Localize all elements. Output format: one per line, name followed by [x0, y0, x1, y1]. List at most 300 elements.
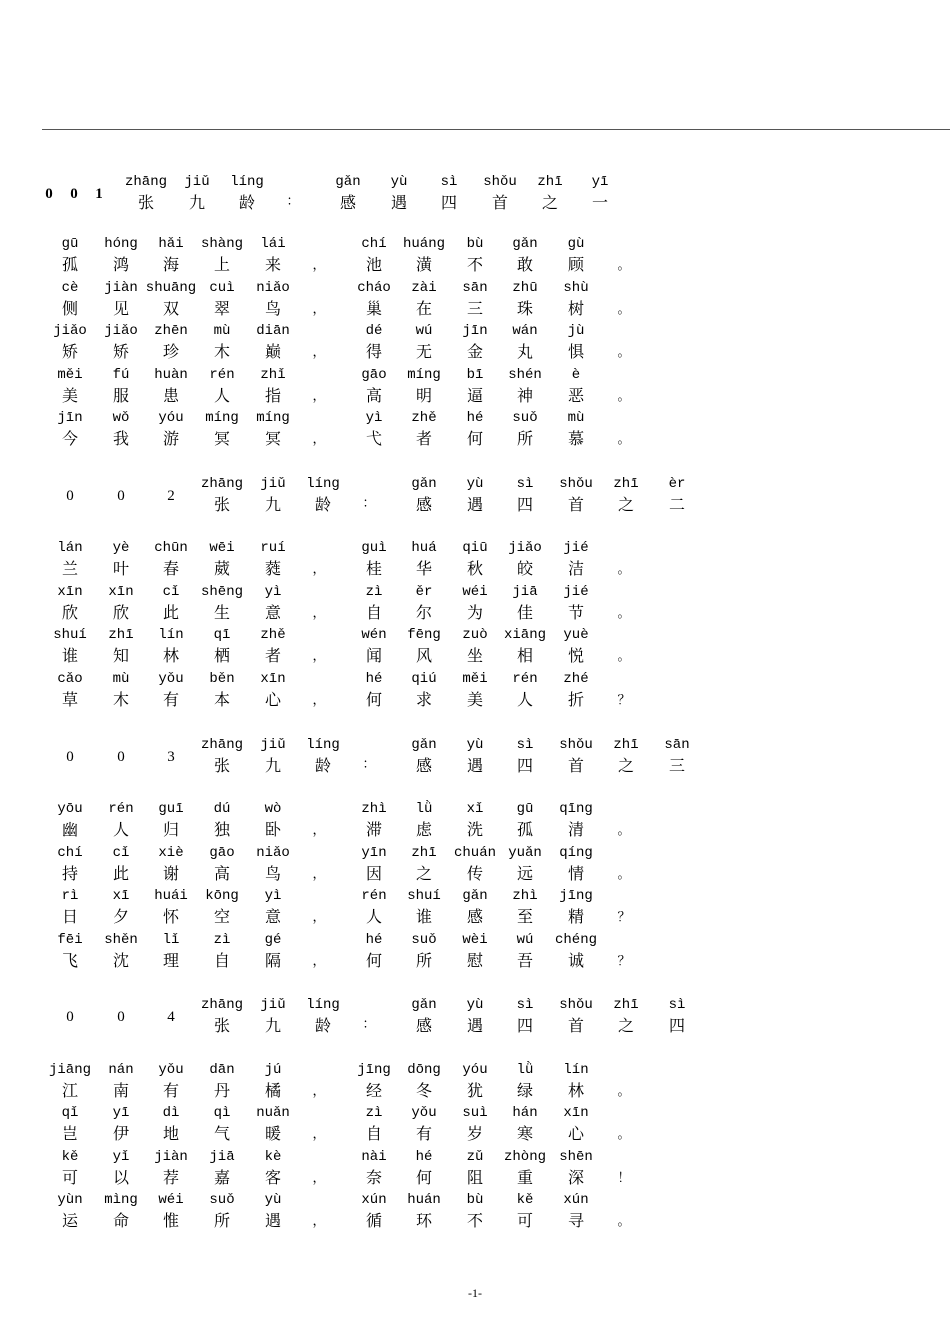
verse-pinyin: shuí — [407, 888, 441, 904]
verse-pinyin: cǐ — [112, 845, 130, 861]
verse-end-mark: 。 — [617, 345, 631, 360]
verse-character: 卧 — [264, 820, 282, 839]
page-number: -1- — [468, 1286, 482, 1300]
verse-end-mark: 。 — [617, 823, 631, 838]
title-pinyin: líng — [306, 476, 340, 492]
verse-pinyin: cuì — [209, 280, 235, 296]
verse-comma: ， — [312, 1214, 326, 1229]
verse-character: 人 — [213, 386, 231, 405]
verse-pinyin: shù — [563, 280, 589, 296]
verse-pinyin: zhū — [512, 280, 538, 296]
title-pinyin: shǒu — [559, 997, 593, 1013]
verse-pinyin: chí — [57, 845, 83, 861]
verse-character: 隔 — [264, 951, 282, 970]
verse-pinyin: qiú — [411, 671, 437, 687]
title-pinyin: sān — [664, 737, 690, 753]
title-character: 遇 — [466, 1016, 484, 1035]
verse-character: 夕 — [112, 907, 130, 926]
verse-pinyin: yǒu — [158, 671, 184, 687]
verse-character: 鸟 — [264, 299, 282, 318]
verse-character: 南 — [112, 1081, 130, 1100]
verse-character: 江 — [61, 1081, 79, 1100]
verse-pinyin: cè — [61, 280, 79, 296]
verse-character: 感 — [466, 907, 484, 926]
title-pinyin: zhāng — [200, 476, 244, 492]
verse-end-mark: 。 — [617, 432, 631, 447]
verse-character: 可 — [516, 1211, 534, 1230]
title-character: 首 — [567, 756, 585, 775]
verse-character: 栖 — [213, 646, 231, 665]
verse-character: 孤 — [516, 820, 534, 839]
verse-character: 林 — [162, 646, 180, 665]
verse-character: 有 — [162, 690, 180, 709]
verse-pinyin: jiǎo — [53, 323, 87, 339]
verse-character: 相 — [516, 646, 534, 665]
verse-comma: ， — [312, 649, 326, 664]
verse-character: 此 — [162, 603, 180, 622]
verse-pinyin: yùn — [57, 1192, 83, 1208]
verse-character: 高 — [365, 386, 383, 405]
verse-pinyin: rén — [361, 888, 387, 904]
title-character: 九 — [264, 495, 282, 514]
verse-pinyin: huá — [411, 540, 437, 556]
verse-character: 不 — [466, 255, 484, 274]
verse-character: 荐 — [162, 1168, 180, 1187]
title-pinyin: líng — [306, 997, 340, 1013]
title-pinyin: zhāng — [124, 174, 168, 190]
verse-character: 谁 — [415, 907, 433, 926]
verse-character: 木 — [112, 690, 130, 709]
verse-pinyin: wéi — [462, 584, 488, 600]
verse-character: 至 — [516, 907, 534, 926]
title-pinyin: jiǔ — [260, 997, 286, 1013]
verse-pinyin: niǎo — [256, 280, 290, 296]
verse-pinyin: yóu — [158, 410, 184, 426]
verse-character: 之 — [415, 864, 433, 883]
verse-character: 绿 — [516, 1081, 534, 1100]
verse-character: 逼 — [466, 386, 484, 405]
verse-pinyin: xīn — [563, 1105, 589, 1121]
verse-pinyin: měi — [462, 671, 488, 687]
verse-character: 者 — [415, 429, 433, 448]
verse-pinyin: zhòng — [503, 1149, 547, 1165]
title-pinyin: sì — [516, 737, 534, 753]
verse-pinyin: hé — [365, 932, 383, 948]
verse-character: 嘉 — [213, 1168, 231, 1187]
verse-character: 丸 — [516, 342, 534, 361]
title-colon: ： — [362, 496, 376, 511]
verse-pinyin: yì — [365, 410, 383, 426]
poem-number-digit: 0 — [66, 488, 74, 504]
title-pinyin: gǎn — [335, 174, 361, 190]
verse-pinyin: chūn — [154, 540, 188, 556]
verse-pinyin: lǜ — [516, 1062, 534, 1078]
verse-pinyin: rì — [61, 888, 79, 904]
verse-pinyin: měi — [57, 367, 83, 383]
verse-character: 见 — [112, 299, 130, 318]
verse-character: 精 — [567, 907, 585, 926]
verse-character: 虑 — [415, 820, 433, 839]
title-pinyin: zhāng — [200, 997, 244, 1013]
verse-character: 因 — [365, 864, 383, 883]
verse-pinyin: xún — [563, 1192, 589, 1208]
verse-character: 人 — [365, 907, 383, 926]
verse-character: 所 — [516, 429, 534, 448]
verse-pinyin: lín — [563, 1062, 589, 1078]
verse-pinyin: guì — [361, 540, 387, 556]
verse-character: 木 — [213, 342, 231, 361]
verse-pinyin: wú — [415, 323, 433, 339]
verse-character: 自 — [365, 603, 383, 622]
verse-pinyin: gū — [516, 801, 534, 817]
verse-end-mark: ？ — [617, 693, 631, 708]
title-character: 四 — [516, 1016, 534, 1035]
verse-character: 所 — [415, 951, 433, 970]
verse-character: 林 — [567, 1081, 585, 1100]
verse-character: 鸟 — [264, 864, 282, 883]
poem-number-digit: 0 — [45, 186, 53, 202]
verse-pinyin: wèi — [462, 932, 488, 948]
verse-pinyin: jú — [264, 1062, 282, 1078]
verse-pinyin: zì — [365, 1105, 383, 1121]
title-character: 感 — [415, 495, 433, 514]
verse-pinyin: běn — [209, 671, 235, 687]
verse-pinyin: zǔ — [466, 1149, 484, 1165]
verse-character: 滞 — [365, 820, 383, 839]
title-pinyin: zhī — [613, 997, 639, 1013]
verse-pinyin: shēng — [200, 584, 244, 600]
verse-pinyin: jiāng — [48, 1062, 92, 1078]
verse-pinyin: huái — [154, 888, 188, 904]
verse-end-mark: 。 — [617, 389, 631, 404]
verse-character: 翠 — [213, 299, 231, 318]
title-pinyin: yù — [466, 737, 484, 753]
verse-pinyin: bī — [466, 367, 484, 383]
verse-character: 惧 — [567, 342, 585, 361]
verse-pinyin: zì — [365, 584, 383, 600]
verse-character: 人 — [112, 820, 130, 839]
title-pinyin: sì — [440, 174, 458, 190]
title-pinyin: líng — [230, 174, 264, 190]
title-character: 九 — [264, 1016, 282, 1035]
verse-pinyin: zì — [213, 932, 231, 948]
verse-end-mark: 。 — [617, 258, 631, 273]
title-character: 张 — [137, 193, 155, 212]
verse-pinyin: wán — [512, 323, 538, 339]
title-pinyin: jiǔ — [260, 737, 286, 753]
title-pinyin: shǒu — [483, 174, 517, 190]
verse-pinyin: jù — [567, 323, 585, 339]
verse-character: 飞 — [61, 951, 79, 970]
verse-pinyin: qīng — [559, 801, 593, 817]
verse-character: 犹 — [466, 1081, 484, 1100]
verse-pinyin: gé — [264, 932, 282, 948]
verse-character: 人 — [516, 690, 534, 709]
verse-character: 清 — [567, 820, 585, 839]
verse-character: 侧 — [61, 299, 79, 318]
verse-character: 情 — [567, 864, 585, 883]
verse-character: 生 — [213, 603, 231, 622]
title-pinyin: zhī — [613, 737, 639, 753]
verse-character: 欣 — [112, 603, 130, 622]
verse-character: 此 — [112, 864, 130, 883]
verse-character: 者 — [264, 646, 282, 665]
verse-pinyin: zhī — [411, 845, 437, 861]
verse-pinyin: qī — [213, 627, 231, 643]
title-pinyin: zhī — [537, 174, 563, 190]
verse-character: 幽 — [61, 820, 79, 839]
verse-character: 寒 — [516, 1124, 534, 1143]
verse-pinyin: qǐ — [61, 1105, 79, 1121]
verse-comma: ， — [312, 345, 326, 360]
title-character: 遇 — [466, 756, 484, 775]
verse-pinyin: qíng — [559, 845, 593, 861]
verse-pinyin: bù — [466, 236, 484, 252]
verse-pinyin: yù — [264, 1192, 282, 1208]
verse-pinyin: gǎn — [512, 236, 538, 252]
poem-number-digit: 0 — [117, 749, 125, 765]
verse-pinyin: lái — [260, 236, 286, 252]
title-character: 四 — [668, 1016, 686, 1035]
verse-character: 本 — [213, 690, 231, 709]
verse-pinyin: huàn — [154, 367, 188, 383]
verse-pinyin: jié — [563, 540, 589, 556]
title-character: 四 — [516, 756, 534, 775]
verse-character: 皎 — [516, 559, 534, 578]
verse-character: 华 — [415, 559, 433, 578]
verse-pinyin: fēng — [407, 627, 441, 643]
verse-pinyin: shēn — [559, 1149, 593, 1165]
verse-end-mark: 。 — [617, 606, 631, 621]
verse-end-mark: 。 — [617, 1084, 631, 1099]
verse-pinyin: kě — [61, 1149, 79, 1165]
verse-character: 巢 — [365, 299, 383, 318]
verse-pinyin: suǒ — [411, 932, 437, 948]
verse-character: 有 — [415, 1124, 433, 1143]
verse-character: 橘 — [264, 1081, 282, 1100]
verse-pinyin: qiū — [462, 540, 488, 556]
title-character: 龄 — [238, 193, 256, 212]
verse-pinyin: zhì — [361, 801, 387, 817]
title-character: 三 — [668, 756, 686, 775]
verse-character: 坐 — [466, 646, 484, 665]
verse-pinyin: jiā — [209, 1149, 235, 1165]
verse-character: 得 — [365, 342, 383, 361]
verse-character: 意 — [264, 907, 282, 926]
verse-pinyin: míng — [205, 410, 239, 426]
verse-character: 无 — [415, 342, 433, 361]
verse-character: 桂 — [365, 559, 383, 578]
verse-character: 佳 — [516, 603, 534, 622]
verse-character: 金 — [466, 342, 484, 361]
title-pinyin: sì — [668, 997, 686, 1013]
verse-pinyin: zhě — [260, 627, 286, 643]
poem-number-digit: 1 — [95, 186, 103, 202]
verse-character: 洁 — [567, 559, 585, 578]
verse-character: 闻 — [365, 646, 383, 665]
verse-pinyin: xīn — [260, 671, 286, 687]
verse-character: 游 — [162, 429, 180, 448]
title-pinyin: yù — [466, 476, 484, 492]
title-character: 龄 — [314, 756, 332, 775]
title-character: 九 — [264, 756, 282, 775]
verse-character: 谢 — [162, 864, 180, 883]
verse-pinyin: zài — [411, 280, 437, 296]
verse-comma: ， — [312, 910, 326, 925]
verse-pinyin: xī — [112, 888, 130, 904]
verse-end-mark: ？ — [617, 910, 631, 925]
verse-pinyin: cǎo — [57, 671, 83, 687]
verse-character: 洗 — [466, 820, 484, 839]
verse-character: 为 — [466, 603, 484, 622]
poem-number-digit: 0 — [66, 1009, 74, 1025]
verse-character: 我 — [112, 429, 130, 448]
verse-character: 双 — [162, 299, 180, 318]
verse-end-mark: 。 — [617, 1127, 631, 1142]
verse-pinyin: nuǎn — [256, 1105, 290, 1121]
title-character: 四 — [440, 193, 458, 212]
verse-pinyin: zhēn — [154, 323, 188, 339]
verse-pinyin: rén — [209, 367, 235, 383]
verse-pinyin: yǐ — [112, 1149, 130, 1165]
verse-pinyin: hé — [365, 671, 383, 687]
verse-pinyin: niǎo — [256, 845, 290, 861]
verse-character: 经 — [365, 1081, 383, 1100]
verse-comma: ， — [312, 867, 326, 882]
verse-character: 何 — [466, 429, 484, 448]
title-character: 之 — [617, 1016, 635, 1035]
verse-pinyin: kě — [516, 1192, 534, 1208]
verse-pinyin: hǎi — [158, 236, 184, 252]
title-character: 首 — [491, 193, 509, 212]
verse-character: 以 — [112, 1168, 130, 1187]
verse-character: 理 — [162, 951, 180, 970]
title-character: 九 — [188, 193, 206, 212]
verse-pinyin: jiǎo — [104, 323, 138, 339]
verse-end-mark: 。 — [617, 1214, 631, 1229]
verse-character: 可 — [61, 1168, 79, 1187]
title-character: 张 — [213, 495, 231, 514]
verse-character: 有 — [162, 1081, 180, 1100]
verse-comma: ， — [312, 1171, 326, 1186]
verse-character: 顾 — [567, 255, 585, 274]
verse-character: 欣 — [61, 603, 79, 622]
title-character: 遇 — [466, 495, 484, 514]
verse-pinyin: shuāng — [145, 280, 197, 296]
verse-character: 巅 — [264, 342, 282, 361]
verse-character: 独 — [213, 820, 231, 839]
verse-character: 寻 — [567, 1211, 585, 1230]
verse-character: 指 — [264, 386, 282, 405]
verse-pinyin: jiā — [512, 584, 538, 600]
verse-character: 敢 — [516, 255, 534, 274]
title-character: 张 — [213, 756, 231, 775]
verse-character: 美 — [466, 690, 484, 709]
verse-comma: ， — [312, 258, 326, 273]
verse-comma: ， — [312, 1127, 326, 1142]
poem-number-digit: 2 — [167, 488, 175, 504]
title-pinyin: shǒu — [559, 737, 593, 753]
verse-character: 尔 — [415, 603, 433, 622]
verse-character: 心 — [567, 1124, 585, 1143]
title-character: 感 — [415, 756, 433, 775]
verse-pinyin: mìng — [104, 1192, 138, 1208]
verse-pinyin: ruí — [260, 540, 286, 556]
title-character: 龄 — [314, 495, 332, 514]
verse-pinyin: shuí — [53, 627, 87, 643]
title-pinyin: èr — [668, 476, 686, 492]
title-character: 之 — [617, 756, 635, 775]
verse-pinyin: yì — [264, 888, 282, 904]
verse-pinyin: hé — [466, 410, 484, 426]
verse-character: 何 — [415, 1168, 433, 1187]
verse-character: 矫 — [61, 342, 79, 361]
title-character: 遇 — [390, 193, 408, 212]
verse-character: 池 — [365, 255, 383, 274]
verse-character: 今 — [61, 429, 79, 448]
verse-pinyin: jīn — [462, 323, 488, 339]
verse-comma: ， — [312, 389, 326, 404]
verse-pinyin: jīng — [559, 888, 593, 904]
verse-pinyin: yì — [264, 584, 282, 600]
poem-number-digit: 0 — [117, 1009, 125, 1025]
verse-pinyin: zhī — [108, 627, 134, 643]
verse-pinyin: yóu — [462, 1062, 488, 1078]
verse-character: 节 — [567, 603, 585, 622]
verse-character: 春 — [162, 559, 180, 578]
verse-pinyin: cǐ — [162, 584, 180, 600]
title-pinyin: shǒu — [559, 476, 593, 492]
verse-character: 丹 — [213, 1081, 231, 1100]
verse-pinyin: nài — [361, 1149, 387, 1165]
title-character: 感 — [339, 193, 357, 212]
title-pinyin: sì — [516, 476, 534, 492]
verse-character: 来 — [264, 255, 282, 274]
verse-comma: ， — [312, 693, 326, 708]
verse-character: 折 — [567, 690, 585, 709]
verse-pinyin: shén — [508, 367, 542, 383]
verse-character: 海 — [162, 255, 180, 274]
verse-character: 自 — [213, 951, 231, 970]
verse-character: 慕 — [567, 429, 585, 448]
verse-character: 在 — [415, 299, 433, 318]
verse-character: 草 — [61, 690, 79, 709]
verse-character: 秋 — [466, 559, 484, 578]
verse-pinyin: lǐ — [162, 932, 180, 948]
verse-character: 风 — [415, 646, 433, 665]
verse-character: 伊 — [112, 1124, 130, 1143]
title-character: 四 — [516, 495, 534, 514]
verse-character: 高 — [213, 864, 231, 883]
title-character: 首 — [567, 495, 585, 514]
verse-end-mark: 。 — [617, 302, 631, 317]
verse-pinyin: mù — [567, 410, 585, 426]
verse-pinyin: è — [571, 367, 581, 383]
poem-number-digit: 0 — [70, 186, 78, 202]
verse-pinyin: gū — [61, 236, 79, 252]
verse-character: 知 — [112, 646, 130, 665]
poem-number-digit: 3 — [167, 749, 175, 765]
title-character: 之 — [617, 495, 635, 514]
verse-pinyin: jiàn — [154, 1149, 188, 1165]
verse-character: 冬 — [415, 1081, 433, 1100]
verse-pinyin: sān — [462, 280, 488, 296]
verse-character: 珠 — [516, 299, 534, 318]
verse-end-mark: 。 — [617, 649, 631, 664]
verse-pinyin: suǒ — [209, 1192, 235, 1208]
verse-character: 潢 — [415, 255, 433, 274]
verse-pinyin: jiàn — [104, 280, 138, 296]
